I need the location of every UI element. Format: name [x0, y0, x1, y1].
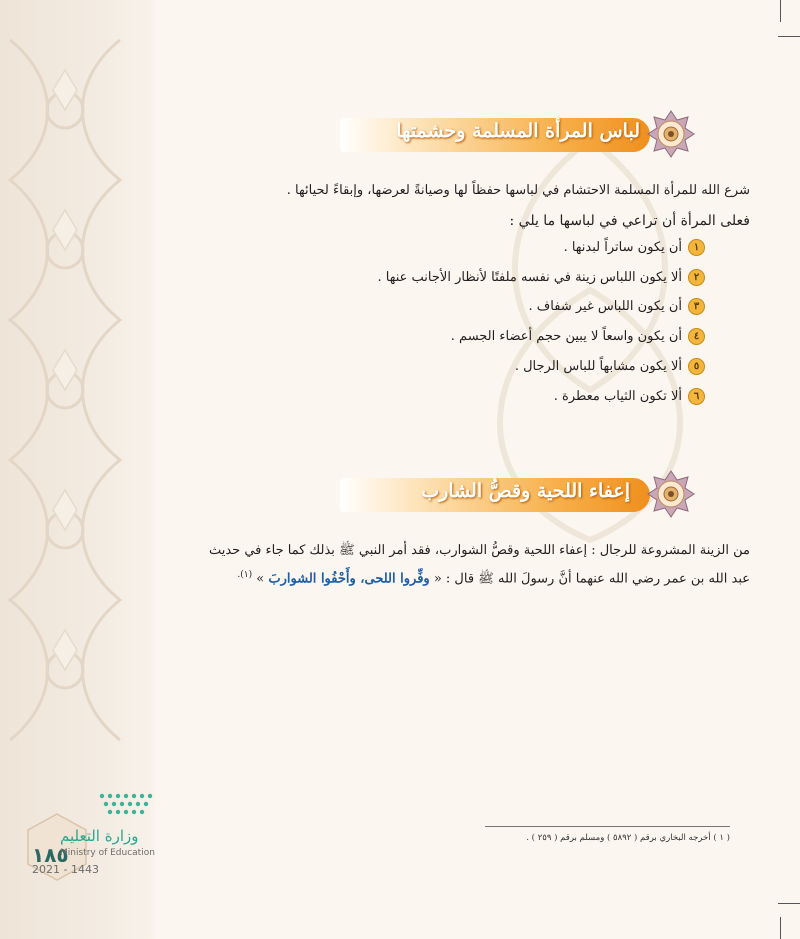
number-badge: ٤	[688, 328, 705, 345]
number-badge: ٢	[688, 269, 705, 286]
section2-line2-start: عبد الله بن عمر رضي الله عنهما أنَّ رسولَ الله ﷺ قال : «	[433, 571, 750, 587]
list-item	[564, 236, 705, 258]
list-item	[529, 295, 705, 317]
footnote: ( ١ ) أخرجه البخاري برقم ( ٥٨٩٢ ) ومسلم برقم ( ٢٥٩ ) .	[526, 833, 730, 843]
page-number: ١٨٥	[32, 843, 69, 867]
section2-line2-end: »	[256, 571, 265, 587]
list-item	[378, 266, 705, 288]
footnote-ref: (١).	[237, 570, 253, 580]
crop-mark	[778, 36, 800, 37]
number-badge: ٣	[688, 298, 705, 315]
footnote-divider	[485, 826, 730, 827]
crop-mark	[780, 0, 781, 22]
hadith-quote: وفِّروا اللحى، وأَحْفُوا الشواربَ	[268, 571, 430, 587]
list-item-text: أن يكون واسعاً لا يبين حجم أعضاء الجسم .	[450, 328, 682, 344]
number-badge: ٦	[688, 388, 705, 405]
section2-line2	[237, 570, 750, 589]
section1-intro: شرع الله للمرأة المسلمة الاحتشام في لباسها حفظاً لها وصيانةً لعرضها، وإبقاءً لحيائها .	[286, 183, 750, 198]
section2-title: إعفاء اللحية وقصُّ الشارب	[421, 480, 630, 502]
crop-mark	[780, 917, 781, 939]
section2-heading	[340, 470, 695, 516]
number-badge: ١	[688, 239, 705, 256]
list-item-text: أن يكون ساتراً لبدنها .	[563, 239, 682, 255]
list-item	[554, 385, 705, 407]
rosette-icon	[647, 470, 695, 518]
section1-lead: فعلى المرأة أن تراعي في لباسها ما يلي :	[509, 213, 750, 229]
ministry-logo-dots-icon	[98, 792, 158, 820]
list-item	[515, 355, 705, 377]
edition-year: 2021 - 1443	[32, 863, 99, 876]
crop-mark	[778, 903, 800, 904]
section1-heading	[340, 110, 695, 156]
section1-title: لباس المرأة المسلمة وحشمتها	[396, 120, 640, 142]
list-item-text: ألا تكون الثياب معطرة .	[553, 388, 682, 404]
section2-line1: من الزينة المشروعة للرجال : إعفاء اللحية وقصُّ الشوارب، فقد أمر النبي ﷺ بذلك كما جاء في حديث	[208, 543, 750, 558]
ministry-name-english: Ministry of Education	[60, 848, 155, 858]
list-item-text: ألا يكون اللباس زينة في نفسه ملفتًا لأنظار الأجانب عنها .	[377, 269, 682, 285]
rosette-icon	[647, 110, 695, 158]
ministry-name-arabic: وزارة التعليم	[60, 827, 139, 845]
number-badge: ٥	[688, 358, 705, 375]
list-item-text: أن يكون اللباس غير شفاف .	[528, 298, 682, 314]
list-item	[451, 325, 705, 347]
list-item-text: ألا يكون مشابهاً للباس الرجال .	[514, 358, 682, 374]
